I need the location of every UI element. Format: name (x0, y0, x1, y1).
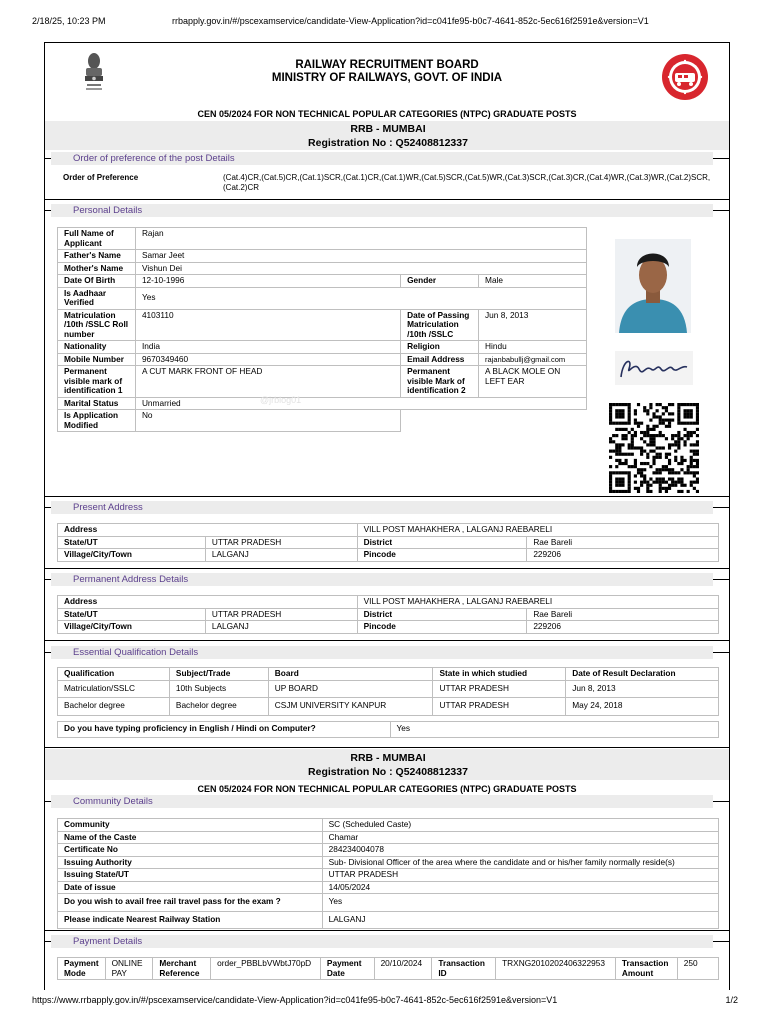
mobile-label: Mobile Number (58, 353, 136, 366)
modified-label: Is Application Modified (58, 410, 136, 432)
nationality-value: India (135, 341, 400, 354)
column-header: Subject/Trade (169, 668, 268, 681)
table-header-row (58, 668, 719, 681)
village-value: LALGANJ (205, 549, 357, 562)
column-header: Qualification (58, 668, 170, 681)
village-label: Village/City/Town (58, 549, 206, 562)
candidate-signature (615, 351, 693, 385)
typing-proficiency-table (57, 721, 719, 738)
table-cell: Bachelor degree (169, 698, 268, 716)
mark1-value: A CUT MARK FRONT OF HEAD (135, 366, 400, 398)
certificate-label: Certificate No (58, 844, 323, 857)
transaction-amount-value: 250 (677, 958, 718, 980)
railway-station-value: LALGANJ (322, 911, 718, 929)
passing-date-value: Jun 8, 2013 (479, 309, 587, 341)
table-row (58, 621, 719, 634)
print-datetime: 2/18/25, 10:23 PM (32, 16, 106, 26)
print-url: rrbapply.gov.in/#/pscexamservice/candidate-View-Application?id=c041fe95-b0c7-4641-852c-5ec616f2591e&version=V1 (172, 16, 649, 26)
mother-name-label: Mother's Name (58, 262, 136, 275)
section-title: Permanent Address Details (51, 573, 713, 586)
payment-date-label: Payment Date (320, 958, 374, 980)
preference-value: (Cat.4)CR,(Cat.5)CR,(Cat.1)SCR,(Cat.1)CR,(Cat.1)WR,(Cat.5)SCR,(Cat.5)WR,(Cat.3)SCR,(Cat.3)CR,(Cat.4)WR,(Cat.3)WR,(Cat.2)SCR,(Cat.2)CR (223, 173, 711, 192)
section-title: Payment Details (51, 935, 713, 948)
district-value: Rae Bareli (527, 536, 719, 549)
qualification-table (57, 667, 719, 716)
print-page-number: 1/2 (725, 995, 738, 1005)
religion-label: Religion (401, 341, 479, 354)
table-row (58, 341, 587, 354)
section-title: Community Details (51, 795, 713, 808)
table-cell: UTTAR PRADESH (433, 698, 566, 716)
present-address-table (57, 523, 719, 562)
rrb-band (45, 121, 730, 150)
father-name-label: Father's Name (58, 250, 136, 263)
address-value: VILL POST MAHAKHERA , LALGANJ RAEBARELI (357, 524, 718, 537)
board-title (45, 59, 729, 85)
rail-pass-label: Do you wish to avail free rail travel pass for the exam ? (58, 894, 323, 912)
modified-value: No (135, 410, 400, 432)
table-row (58, 844, 719, 857)
table-row (58, 262, 587, 275)
rrb-name: RRB - MUMBAI (350, 752, 426, 764)
address-value: VILL POST MAHAKHERA , LALGANJ RAEBARELI (357, 596, 718, 609)
table-row (58, 366, 587, 398)
table-cell: Jun 8, 2013 (566, 680, 719, 698)
table-row (58, 856, 719, 869)
table-row (58, 608, 719, 621)
typing-value: Yes (390, 722, 718, 738)
transaction-id-value: TRXNG2010202406322953 (496, 958, 616, 980)
email-label: Email Address (401, 353, 479, 366)
community-value: SC (Scheduled Caste) (322, 819, 718, 832)
table-row (58, 275, 587, 288)
notice-title: CEN 05/2024 FOR NON TECHNICAL POPULAR CATEGORIES (NTPC) GRADUATE POSTS (197, 109, 577, 119)
section-title: Order of preference of the post Details (51, 152, 713, 165)
table-row (58, 722, 719, 738)
pincode-label: Pincode (357, 549, 527, 562)
railway-station-label: Please indicate Nearest Railway Station (58, 911, 323, 929)
rrb-band-repeat (45, 749, 730, 780)
mark2-value: A BLACK MOLE ON LEFT EAR (479, 366, 587, 398)
rail-pass-value: Yes (322, 894, 718, 912)
state-label: State/UT (58, 536, 206, 549)
table-cell: 10th Subjects (169, 680, 268, 698)
print-footer-url: https://www.rrbapply.gov.in/#/pscexamservice/candidate-View-Application?id=c041fe95-b0c7-4641-852c-5ec616f2591e&version=V1 (32, 995, 558, 1005)
watermark-text: @jrblog01 (260, 395, 302, 405)
merchant-reference-label: Merchant Reference (153, 958, 211, 980)
state-value: UTTAR PRADESH (205, 536, 357, 549)
issuing-state-value: UTTAR PRADESH (322, 869, 718, 882)
candidate-photo-icon (615, 239, 691, 333)
top-banner (45, 43, 729, 107)
table-cell: UTTAR PRADESH (433, 680, 566, 698)
community-table (57, 818, 719, 929)
permanent-address-table (57, 595, 719, 634)
table-row (58, 881, 719, 894)
table-row (58, 869, 719, 882)
district-value: Rae Bareli (527, 608, 719, 621)
table-cell: CSJM UNIVERSITY KANPUR (268, 698, 433, 716)
issue-date-label: Date of issue (58, 881, 323, 894)
aadhaar-value: Yes (135, 287, 586, 309)
notice-title-repeat: CEN 05/2024 FOR NON TECHNICAL POPULAR CATEGORIES (NTPC) GRADUATE POSTS (197, 784, 577, 794)
table-row (58, 549, 719, 562)
nationality-label: Nationality (58, 341, 136, 354)
email-value: rajanbabullj@gmail.com (479, 353, 587, 366)
certificate-value: 284234004078 (322, 844, 718, 857)
marital-status-value: Unmarried (135, 397, 586, 410)
table-row (58, 680, 719, 698)
table-row (58, 250, 587, 263)
section-title: Present Address (51, 501, 713, 514)
column-header: State in which studied (433, 668, 566, 681)
payment-date-value: 20/10/2024 (374, 958, 432, 980)
passing-date-label: Date of Passing Matriculation /10th /SSLC (401, 309, 479, 341)
issuing-state-label: Issuing State/UT (58, 869, 323, 882)
transaction-id-label: Transaction ID (432, 958, 496, 980)
signature-icon (615, 351, 693, 385)
dob-label: Date Of Birth (58, 275, 136, 288)
column-header: Date of Result Declaration (566, 668, 719, 681)
registration-number: Registration No : Q52408812337 (308, 766, 468, 778)
gender-label: Gender (401, 275, 479, 288)
candidate-photo (615, 239, 691, 333)
community-label: Community (58, 819, 323, 832)
address-label: Address (58, 596, 358, 609)
mark1-label: Permanent visible mark of identification 1 (58, 366, 136, 398)
qr-code-icon (609, 403, 699, 493)
caste-label: Name of the Caste (58, 831, 323, 844)
state-value: UTTAR PRADESH (205, 608, 357, 621)
table-row (58, 819, 719, 832)
pincode-label: Pincode (357, 621, 527, 634)
religion-value: Hindu (479, 341, 587, 354)
board-name: RAILWAY RECRUITMENT BOARD (295, 59, 479, 71)
preference-label: Order of Preference (63, 173, 139, 182)
ministry-name: MINISTRY OF RAILWAYS, GOVT. OF INDIA (271, 72, 503, 84)
transaction-amount-label: Transaction Amount (615, 958, 677, 980)
village-value: LALGANJ (205, 621, 357, 634)
table-cell: Bachelor degree (58, 698, 170, 716)
registration-number: Registration No : Q52408812337 (308, 137, 468, 149)
table-row (58, 698, 719, 716)
personal-details-table (57, 227, 587, 432)
pincode-value: 229206 (527, 621, 719, 634)
pincode-value: 229206 (527, 549, 719, 562)
typing-label: Do you have typing proficiency in English / Hindi on Computer? (58, 722, 391, 738)
payment-mode-value: ONLINE PAY (105, 958, 153, 980)
father-name-value: Samar Jeet (135, 250, 586, 263)
section-title: Essential Qualification Details (51, 646, 713, 659)
mobile-value: 9670349460 (135, 353, 400, 366)
dob-value: 12-10-1996 (135, 275, 400, 288)
payment-mode-label: Payment Mode (58, 958, 106, 980)
table-cell: May 24, 2018 (566, 698, 719, 716)
preference-section (45, 153, 730, 200)
table-row (58, 894, 719, 912)
district-label: District (357, 536, 527, 549)
marital-status-label: Marital Status (58, 397, 136, 410)
village-label: Village/City/Town (58, 621, 206, 634)
gender-value: Male (479, 275, 587, 288)
district-label: District (357, 608, 527, 621)
roll-number-value: 4103110 (135, 309, 400, 341)
table-row (58, 958, 719, 980)
table-row (58, 397, 587, 410)
table-row (58, 309, 587, 341)
rrb-name: RRB - MUMBAI (350, 123, 426, 135)
issuing-authority-value: Sub- Divisional Officer of the area where the candidate and or his/her family normally reside(s) (322, 856, 718, 869)
table-row (58, 536, 719, 549)
table-cell: Matriculation/SSLC (58, 680, 170, 698)
state-label: State/UT (58, 608, 206, 621)
indian-railways-logo-icon (661, 53, 709, 101)
mark2-label: Permanent visible Mark of identification 2 (401, 366, 479, 398)
table-row (58, 596, 719, 609)
issue-date-value: 14/05/2024 (322, 881, 718, 894)
payment-table (57, 957, 719, 980)
table-row (58, 287, 587, 309)
full-name-label: Full Name of Applicant (58, 228, 136, 250)
table-row (58, 410, 587, 432)
table-row (58, 831, 719, 844)
mother-name-value: Vishun Dei (135, 262, 586, 275)
address-label: Address (58, 524, 358, 537)
table-cell: UP BOARD (268, 680, 433, 698)
application-page (44, 42, 730, 990)
aadhaar-label: Is Aadhaar Verified (58, 287, 136, 309)
caste-value: Chamar (322, 831, 718, 844)
column-header: Board (268, 668, 433, 681)
table-row (58, 524, 719, 537)
roll-number-label: Matriculation /10th /SSLC Roll number (58, 309, 136, 341)
merchant-reference-value: order_PBBLbVWbtJ70pD (211, 958, 321, 980)
table-row (58, 353, 587, 366)
table-row (58, 911, 719, 929)
table-row (58, 228, 587, 250)
issuing-authority-label: Issuing Authority (58, 856, 323, 869)
section-title: Personal Details (51, 204, 713, 217)
full-name-value: Rajan (135, 228, 586, 250)
